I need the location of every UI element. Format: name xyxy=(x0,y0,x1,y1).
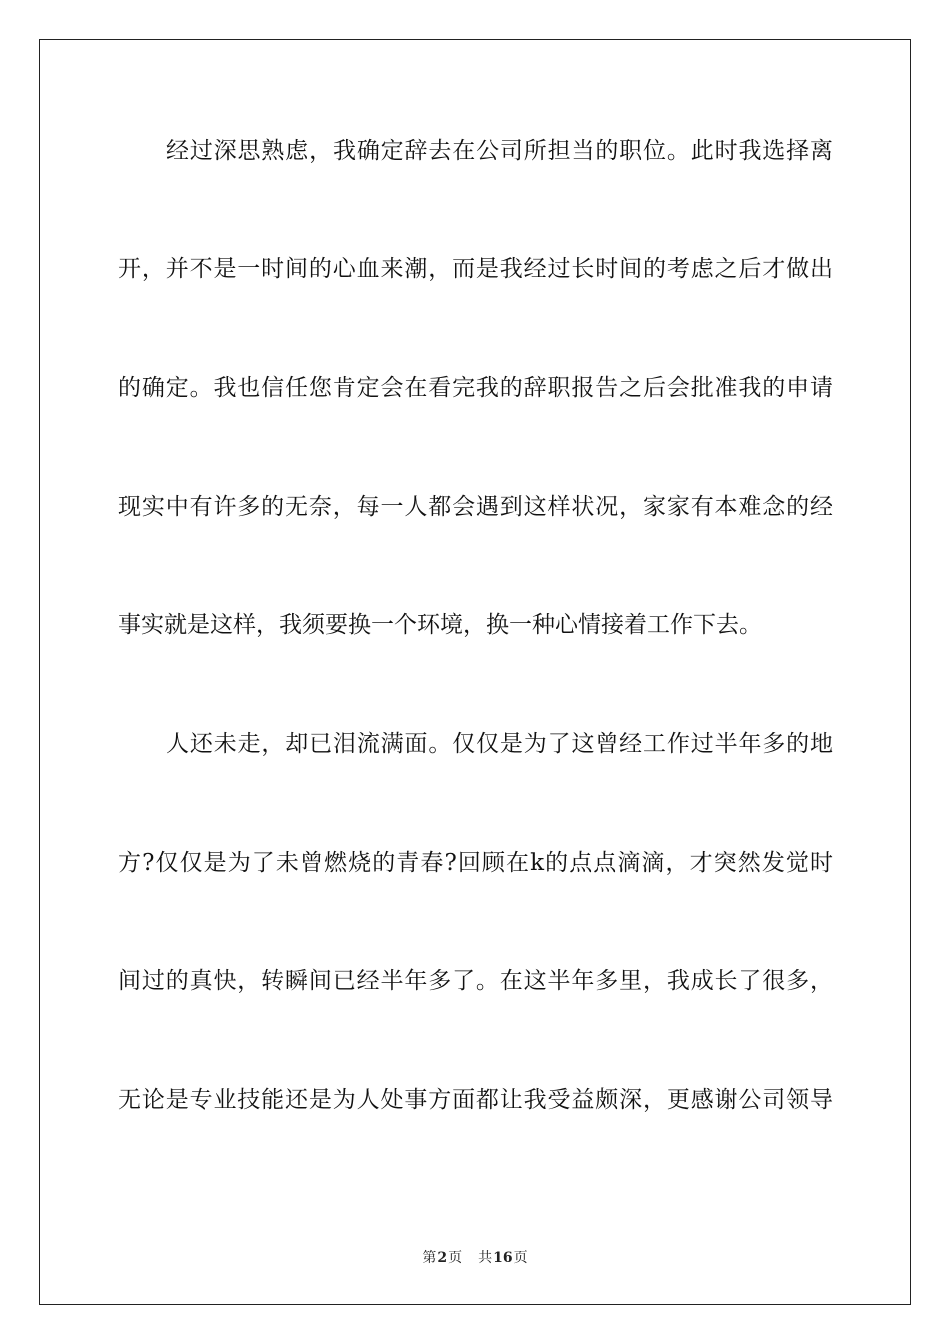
footer-total-suffix: 页 xyxy=(513,1250,528,1266)
paragraph-line-7: 方?仅仅是为了未曾燃烧的青春?回顾在k的点点滴滴，才突然发觉时 xyxy=(118,850,833,876)
footer-page-number: 2 xyxy=(437,1250,448,1266)
footer-total-prefix: 共 xyxy=(478,1250,493,1266)
paragraph-line-5: 事实就是这样，我须要换一个环境，换一种心情接着工作下去。 xyxy=(118,612,762,638)
paragraph-line-9: 无论是专业技能还是为人处事方面都让我受益颇深，更感谢公司领导 xyxy=(118,1087,833,1113)
paragraph-line-6: 人还未走，却已泪流满面。仅仅是为了这曾经工作过半年多的地 xyxy=(166,731,833,757)
paragraph-line-2: 开，并不是一时间的心血来潮，而是我经过长时间的考虑之后才做出 xyxy=(118,256,833,282)
footer-page-prefix: 第 xyxy=(422,1250,437,1266)
page-border xyxy=(39,39,911,1305)
footer-page-suffix: 页 xyxy=(448,1250,463,1266)
page-footer xyxy=(0,1248,950,1268)
paragraph-line-1: 经过深思熟虑，我确定辞去在公司所担当的职位。此时我选择离 xyxy=(166,138,833,164)
paragraph-line-3: 的确定。我也信任您肯定会在看完我的辞职报告之后会批准我的申请 xyxy=(118,375,833,401)
paragraph-line-4: 现实中有许多的无奈，每一人都会遇到这样状况，家家有本难念的经 xyxy=(118,494,833,520)
footer-total-number: 16 xyxy=(493,1250,513,1266)
paragraph-line-8: 间过的真快，转瞬间已经半年多了。在这半年多里，我成长了很多， xyxy=(118,968,833,994)
